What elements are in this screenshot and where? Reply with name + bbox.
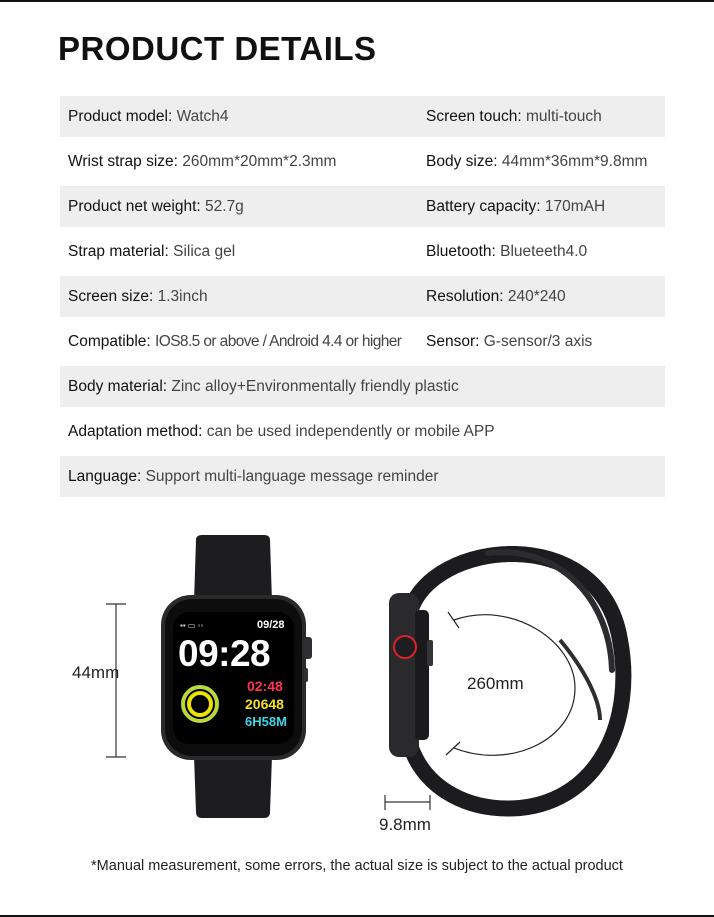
thickness-dimension-line: [385, 795, 430, 810]
spec-row: [60, 321, 665, 362]
page-title: PRODUCT DETAILS: [58, 30, 377, 67]
spec-wrist-strap-size: Wrist strap size: 260mm*20mm*2.3mm: [68, 152, 337, 170]
spec-row: [60, 366, 665, 407]
spec-row: [60, 141, 665, 182]
spec-strap-material: Strap material: Silica gel: [68, 242, 236, 260]
watch-status-icons: ▪▪ ▭ ◦◦: [180, 621, 204, 630]
spec-product-model: Product model: Watch4: [68, 107, 229, 125]
product-figure: [0, 520, 714, 850]
watch-date: 09/28: [257, 619, 285, 631]
footnote: *Manual measurement, some errors, the actual size is subject to the actual product: [91, 858, 623, 874]
spec-adaptation-method: Adaptation method: can be used independently or mobile APP: [68, 422, 495, 440]
spec-body-material: Body material: Zinc alloy+Environmentally friendly plastic: [68, 377, 459, 395]
watch-stat-red: 02:48: [247, 678, 283, 694]
spec-screen-touch: Screen touch: multi-touch: [426, 107, 602, 125]
spec-screen-size: Screen size: 1.3inch: [68, 287, 208, 305]
spec-language: Language: Support multi-language message reminder: [68, 467, 439, 485]
spec-resolution: Resolution: 240*240: [426, 287, 566, 305]
thickness-label: 9.8mm: [379, 815, 431, 834]
front-watch: [161, 535, 312, 818]
height-label: 44mm: [72, 663, 120, 682]
spec-net-weight: Product net weight: 52.7g: [68, 197, 244, 215]
spec-bluetooth: Bluetooth: Blueteeth4.0: [426, 242, 588, 260]
watch-stat-yellow: 20648: [245, 696, 284, 712]
spec-table: [60, 96, 665, 501]
spec-row: [60, 96, 665, 137]
spec-row: [60, 276, 665, 317]
spec-row: [60, 186, 665, 227]
watch-time: 09:28: [178, 633, 271, 674]
spec-compatible: Compatible: IOS8.5 or above / Android 4.4 or higher: [68, 332, 402, 350]
watch-illustration: [0, 520, 714, 850]
spec-sensor: Sensor: G-sensor/3 axis: [426, 332, 593, 350]
watch-stat-cyan: 6H58M: [245, 714, 287, 729]
strap-length-label: 260mm: [467, 674, 524, 693]
top-border: [0, 0, 714, 2]
spec-row: [60, 411, 665, 452]
spec-battery-capacity: Battery capacity: 170mAH: [426, 197, 606, 215]
spec-body-size: Body size: 44mm*36mm*9.8mm: [426, 152, 648, 170]
spec-row: [60, 456, 665, 497]
spec-row: [60, 231, 665, 272]
